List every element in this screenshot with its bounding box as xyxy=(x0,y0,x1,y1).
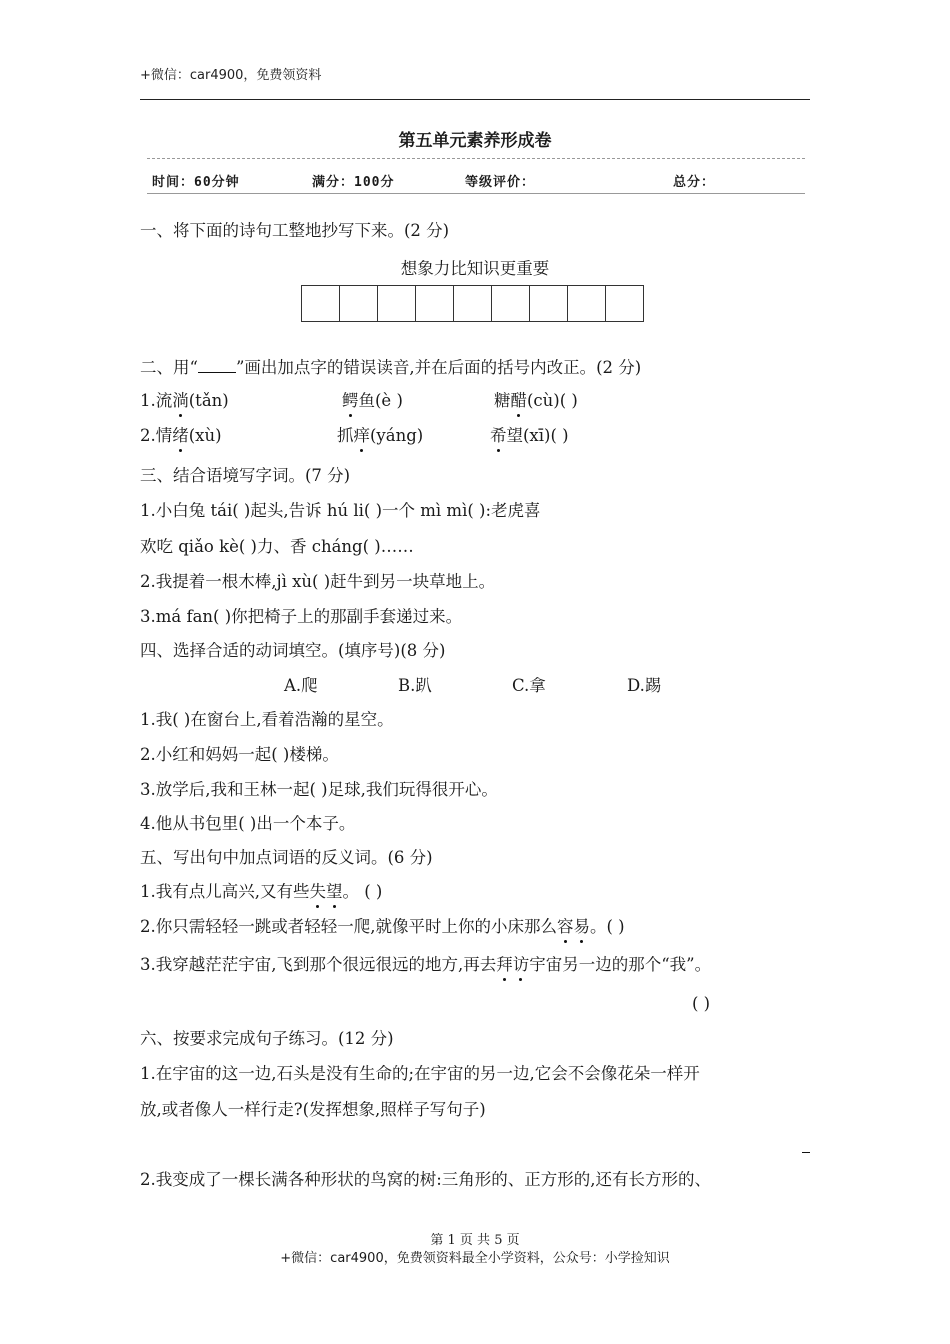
writing-cell[interactable] xyxy=(454,286,492,321)
section3-line4: 3.má fan( )你把椅子上的那副手套递过来。 xyxy=(140,607,463,626)
writing-cell[interactable] xyxy=(340,286,378,321)
writing-cell[interactable] xyxy=(378,286,416,321)
section2-line1 xyxy=(140,391,229,411)
section2-line2-b xyxy=(337,426,423,446)
section6-heading: 六、按要求完成句子练习。(12 分) xyxy=(140,1029,394,1048)
dotted-char: 醋 xyxy=(510,391,527,410)
header-divider xyxy=(140,99,810,100)
section5-line1 xyxy=(140,882,382,902)
section6-line1: 1.在宇宙的这一边,石头是没有生命的;在宇宙的另一边,它会不会像花朵一样开 xyxy=(140,1064,700,1083)
info-full-score: 满分：100分 xyxy=(312,175,395,190)
heading-part: 二、用“ xyxy=(140,358,198,377)
section6-line2: 放,或者像人一样行走?(发挥想象,照样子写句子) xyxy=(140,1100,486,1119)
dotted-char: 希 xyxy=(490,426,507,445)
text: 。 ( ) xyxy=(342,882,383,901)
page-title: 第五单元素养形成卷 xyxy=(398,131,552,151)
text: 糖 xyxy=(494,391,511,410)
text: 宇宙另一边的那个“我”。 xyxy=(529,955,712,974)
answer-line-end xyxy=(802,1152,810,1153)
page-number: 第 1 页 共 5 页 xyxy=(430,1233,520,1248)
writing-cell[interactable] xyxy=(530,286,568,321)
section2-heading xyxy=(140,358,641,378)
section4-line2: 2.小红和妈妈一起( )楼梯。 xyxy=(140,745,339,764)
section1-heading: 一、将下面的诗句工整地抄写下来。(2 分) xyxy=(140,221,450,240)
text: 。( ) xyxy=(590,917,625,936)
text: 1.我有点儿高兴,又有些 xyxy=(140,882,310,901)
section5-answer3: ( ) xyxy=(692,994,711,1013)
footer-note: +微信：car4900，免费领资料最全小学资料，公众号：小学捡知识 xyxy=(280,1251,670,1266)
section5-line3 xyxy=(140,955,711,975)
section3-heading: 三、结合语境写字词。(7 分) xyxy=(140,466,351,485)
section4-line4: 4.他从书包里( )出一个本子。 xyxy=(140,814,356,833)
text: (xù) xyxy=(188,426,222,445)
writing-grid[interactable] xyxy=(301,285,644,322)
info-bottom-divider xyxy=(147,193,805,194)
section5-line2 xyxy=(140,917,625,937)
text: 2.情 xyxy=(140,426,173,445)
underline-mark xyxy=(198,360,236,373)
option-b: B.趴 xyxy=(398,676,432,695)
section2-line1-c xyxy=(494,391,578,411)
text: (tǎn) xyxy=(188,391,229,410)
info-grade: 等级评价： xyxy=(465,175,536,190)
writing-cell[interactable] xyxy=(302,286,340,321)
section2-line2-c xyxy=(490,426,569,446)
info-top-divider xyxy=(147,158,805,159)
section2-line1-b xyxy=(342,391,403,411)
dotted-char: 鳄 xyxy=(342,391,359,410)
text: 3.我穿越茫茫宇宙,飞到那个很远很远的地方,再去 xyxy=(140,955,497,974)
dotted-char: 失 xyxy=(309,882,326,901)
dotted-char: 访 xyxy=(512,955,530,974)
writing-cell[interactable] xyxy=(568,286,606,321)
heading-part: ”画出加点字的错误读音,并在后面的括号内改正。(2 分) xyxy=(235,358,642,377)
dotted-char: 淌 xyxy=(172,391,189,410)
writing-cell[interactable] xyxy=(606,286,643,321)
poem-line: 想象力比知识更重要 xyxy=(400,259,550,278)
text: 1.流 xyxy=(140,391,173,410)
info-total: 总分： xyxy=(673,175,716,190)
section4-heading: 四、选择合适的动词填空。(填序号)(8 分) xyxy=(140,641,446,660)
section3-line2: 欢吃 qiǎo kè( )力、香 cháng( )…… xyxy=(140,537,414,556)
dotted-char: 痒 xyxy=(353,426,370,445)
text: 2.你只需轻轻一跳或者轻轻一爬,就像平时上你的小床那么 xyxy=(140,917,557,936)
option-c: C.拿 xyxy=(512,676,546,695)
dotted-char: 容 xyxy=(557,917,574,936)
writing-cell[interactable] xyxy=(416,286,454,321)
section2-line2 xyxy=(140,426,222,446)
option-d: D.踢 xyxy=(627,676,662,695)
section3-line1: 1.小白兔 tái( )起头,告诉 hú li( )一个 mì mì( ):老虎喜 xyxy=(140,501,541,520)
section3-line3: 2.我提着一根木棒,jì xù( )赶牛到另一块草地上。 xyxy=(140,572,496,591)
writing-cell[interactable] xyxy=(492,286,530,321)
section4-line1: 1.我( )在窗台上,看着浩瀚的星空。 xyxy=(140,710,394,729)
text: 抓 xyxy=(337,426,354,445)
info-time: 时间：60分钟 xyxy=(152,175,240,190)
dotted-char: 拜 xyxy=(496,955,513,974)
text: 鱼(è ) xyxy=(358,391,403,410)
dotted-char: 望 xyxy=(326,882,343,901)
section4-line3: 3.放学后,我和王林一起( )足球,我们玩得很开心。 xyxy=(140,780,498,799)
dotted-char: 绪 xyxy=(172,426,189,445)
text: (yáng) xyxy=(370,426,424,445)
dotted-char: 易 xyxy=(573,917,590,936)
text: 望(xī)( ) xyxy=(506,426,569,445)
section5-heading: 五、写出句中加点词语的反义词。(6 分) xyxy=(140,848,433,867)
header-note: +微信：car4900，免费领资料 xyxy=(140,68,322,83)
text: (cù)( ) xyxy=(527,391,578,410)
option-a: A.爬 xyxy=(284,676,318,695)
section6-line3: 2.我变成了一棵长满各种形状的鸟窝的树:三角形的、正方形的,还有长方形的、 xyxy=(140,1170,712,1189)
